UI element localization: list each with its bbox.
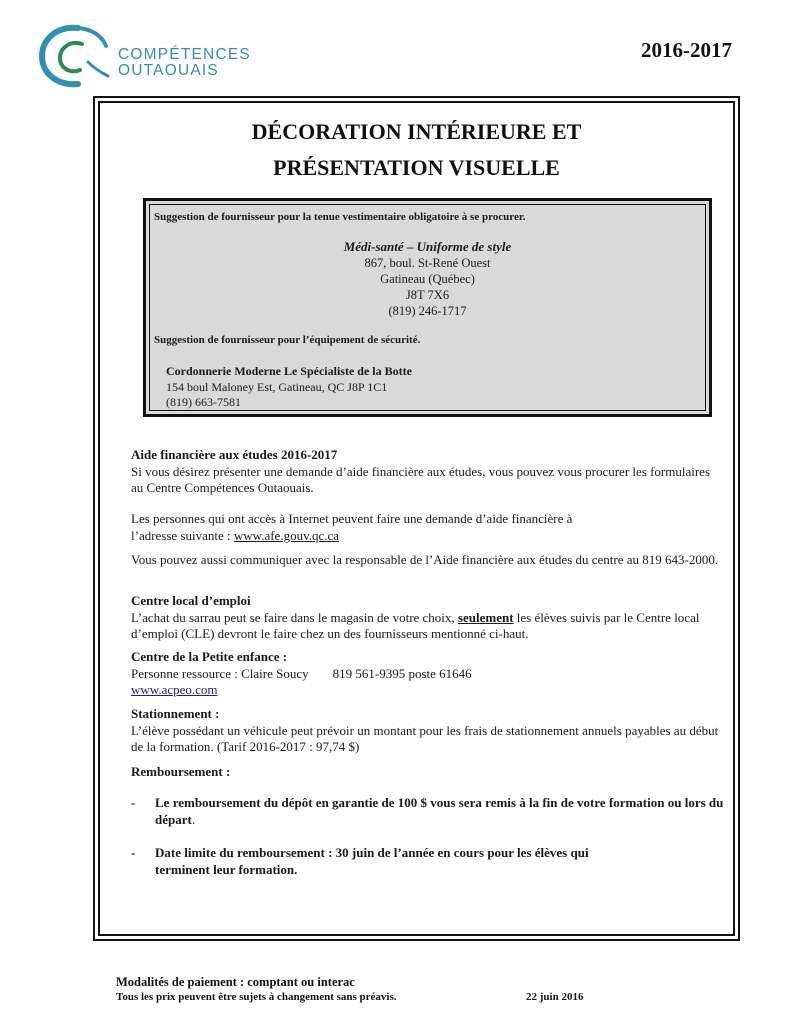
parking-title: Stationnement : (131, 706, 220, 721)
cpe-phone: 819 561-9395 poste 61646 (332, 665, 472, 681)
safety-supplier-header: Suggestion de fournisseur pour l’équipement de sécurité. (154, 334, 421, 346)
safety-supplier-info (166, 364, 412, 411)
financial-aid-title: Aide financière aux études 2016-2017 (131, 447, 338, 462)
school-year: 2016-2017 (641, 38, 732, 62)
document-date: 22 juin 2016 (526, 991, 584, 1003)
refund-item-1-tail: . (191, 811, 196, 827)
refund-item-2-text: Date limite du remboursement : 30 juin de l’année en cours pour les élèves qui terminent leur formation. (155, 845, 589, 877)
financial-aid-section (131, 447, 721, 497)
aid-contact-text: Vous pouvez aussi communiquer avec la responsable de l’Aide financière aux études du centre au 819 643-2000. (131, 552, 719, 567)
uniform-address-line: J8T 7X6 (405, 288, 450, 302)
page-title-line-1: DÉCORATION INTÉRIEURE ET (251, 119, 582, 144)
refund-item-1-text: Le remboursement du dépôt en garantie de 100 $ vous sera remis à la fin de votre formation ou lors du départ (155, 795, 724, 827)
acpeo-link[interactable]: www.acpeo.com (131, 682, 218, 697)
afe-link[interactable]: www.afe.gouv.qc.ca (233, 527, 340, 543)
logo (38, 22, 278, 90)
cle-emphasis: seulement (457, 609, 514, 625)
uniform-phone: (819) 246-1717 (388, 304, 467, 318)
cle-text-after: les élèves suivis par le Centre local d’emploi (CLE) devront le faire chez un des fournisseurs mentionné ci-haut. (131, 609, 700, 641)
bullet-dash: - (131, 845, 136, 860)
parking-section (131, 706, 721, 756)
uniform-address-line: 867, boul. St-René Ouest (364, 256, 491, 270)
refund-title: Remboursement : (131, 764, 231, 779)
page-title-line-2: PRÉSENTATION VISUELLE (273, 155, 560, 180)
logo-swirl-icon (38, 22, 118, 90)
uniform-supplier-header: Suggestion de fournisseur pour la tenue vestimentaire obligatoire à se procurer. (154, 211, 526, 223)
logo-line-1: COMPÉTENCES (118, 46, 251, 63)
cle-text-before: L’achat du sarrau peut se faire dans le magasin de votre choix, (131, 609, 458, 625)
cpe-resource: Personne ressource : Claire Soucy (131, 665, 309, 681)
logo-line-2: OUTAOUAIS (118, 61, 219, 79)
supplier-box (143, 198, 712, 417)
internet-line-2: l’adresse suivante : (131, 527, 234, 543)
refund-section (131, 764, 721, 781)
parking-text: L’élève possédant un véhicule peut prévoir un montant pour les frais de stationnement annuels payables au début de la formation. (Tarif 2016-2017 : 97,74 $) (131, 722, 719, 754)
price-disclaimer: Tous les prix peuvent être sujets à changement sans préavis. (116, 991, 397, 1003)
internet-line-1: Les personnes qui ont accès à Internet peuvent faire une demande d’aide financière à (131, 511, 573, 526)
financial-aid-text: Si vous désirez présenter une demande d’aide financière aux études, vous pouvez vous procurer les formulaires au Centre Compétences Outaouais. (131, 463, 711, 495)
safety-supplier-name: Cordonnerie Moderne Le Spécialiste de la Botte (166, 364, 412, 378)
cle-section (131, 593, 721, 643)
safety-supplier-phone: (819) 663-7581 (166, 395, 241, 409)
cpe-section (131, 649, 721, 699)
safety-supplier-address: 154 boul Maloney Est, Gatineau, QC J8P 1C1 (166, 379, 388, 394)
uniform-supplier-name: Médi-santé – Uniforme de style (343, 239, 512, 254)
cle-title: Centre local d’emploi (131, 593, 251, 608)
cpe-title: Centre de la Petite enfance : (131, 649, 288, 664)
aid-contact-section (131, 552, 721, 569)
uniform-supplier-info (146, 239, 709, 319)
bullet-dash: - (131, 795, 136, 810)
uniform-address-line: Gatineau (Québec) (380, 272, 475, 286)
internet-section (131, 511, 721, 544)
payment-terms: Modalités de paiement : comptant ou interac (116, 975, 355, 989)
